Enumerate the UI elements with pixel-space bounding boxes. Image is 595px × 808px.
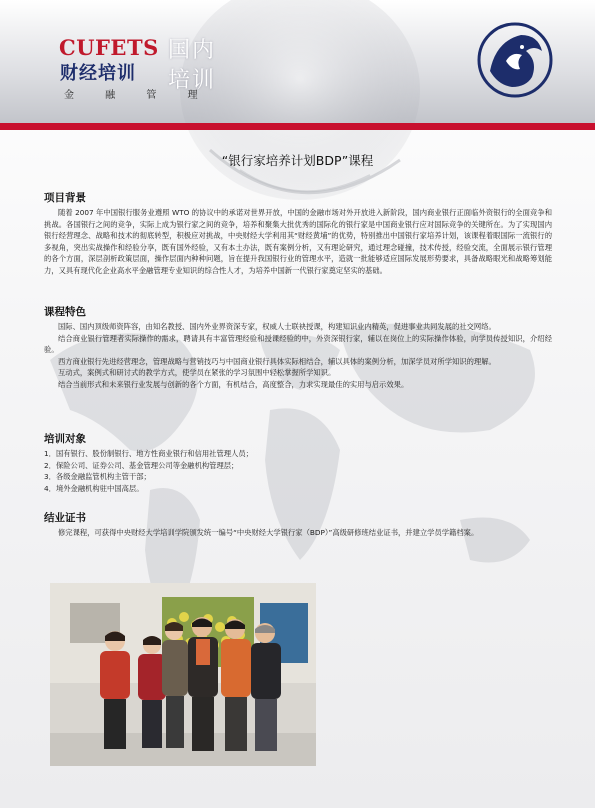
domestic-training-badge: 国内培训 — [168, 38, 217, 93]
list-item: 3．各级金融监管机构主管干部； — [44, 472, 151, 482]
section-heading-audience: 培训对象 — [44, 433, 86, 445]
logo-chinese-name: 财经培训 — [60, 63, 136, 84]
list-item: 2．保险公司、证券公司、基金管理公司等金融机构管理层； — [44, 460, 239, 470]
background-paragraph: 随着 2007 年中国银行服务业遵照 WTO 的协议中的承诺对世界开放，中国的金融市场对外开放进入新阶段，国内商业银行正面临外资银行的全面竞争和挑战。各国银行之间的竞争，实际上成为银行家之间的竞争，培养和聚集大批优秀的国际化的银行家是中国商业银行应对国际竞争的关键所在。为了实现国内银行经营理念、战略和技术的彻底转型，积极应对挑战，中央财经大学利用其“财经黄埔”的优势，特别推出中国银行家培养计划，该课程着眼国际一流银行的多视角，突出实战操作和经验分享，既有国外经验，又有本土办法，既有案例分析，又有理论研究，通过理念碰撞，技术传授，经验交流，全面展示银行管理的各个方面，深层剖析政策层面，操作层面内种种问题，旨在提升我国银行业的管理水平，造就一批能够适应国际发展形势要求，具备战略眼光和战略筹划能力，又具有现代化企业高水平金融管理专业知识的综合性人才，为培养中国新一代银行家奠定坚实的基础。 — [44, 208, 552, 275]
logo-subtitle: 金 融 管 理 — [64, 90, 212, 101]
feature-paragraph: 结合商业银行管理者实际操作的需求，聘请具有丰富管理经验和授课经验的中，外资深银行家，辅以在岗位上的实际操作体验，向学员传授知识，介绍经验。 — [44, 333, 552, 355]
section-heading-background: 项目背景 — [44, 192, 86, 204]
logo-cufets: CUFETS — [59, 35, 159, 60]
feature-paragraph: 西方商业银行先进经营理念，管理战略与营销技巧与中国商业银行具体实际相结合，辅以具体的案例分析，加深学员对所学知识的理解。 — [58, 356, 496, 366]
background-text — [44, 207, 552, 277]
university-emblem-icon — [476, 21, 554, 99]
feature-paragraph: 结合当前形式和未来银行业发展与创新的各个方面，有机结合，高度整合，力求实现最佳的实用与启示效果。 — [58, 379, 409, 389]
certificate-paragraph: 修完课程，可获得中央财经大学培训学院颁发统一编号“中央财经大学银行家（BDP）”高级研修班结业证书，并建立学员学籍档案。 — [58, 528, 479, 537]
feature-paragraph: 互动式，案例式和研讨式的教学方式，使学员在紧张的学习氛围中轻松掌握所学知识。 — [58, 368, 336, 378]
red-divider-bar — [0, 123, 595, 130]
section-heading-features: 课程特色 — [44, 306, 86, 318]
course-title: “银行家培养计划BDP”课程 — [221, 153, 374, 168]
certificate-text — [44, 527, 552, 539]
list-item: 4．境外金融机构驻中国高层。 — [44, 483, 144, 493]
section-heading-certificate: 结业证书 — [44, 512, 86, 524]
feature-paragraph: 国际、国内顶级师资阵容，由知名教授、国内外业界资深专家，权威人士联袂授课，构建知识业内精英，促进事业共同发展的社交网络。 — [58, 322, 496, 331]
features-text — [44, 321, 552, 391]
group-photo — [50, 583, 316, 766]
audience-list — [44, 448, 552, 494]
globe-decoration — [150, 0, 450, 220]
list-item: 1．国有银行、股份制银行、地方性商业银行和信用社管理人员； — [44, 449, 253, 458]
